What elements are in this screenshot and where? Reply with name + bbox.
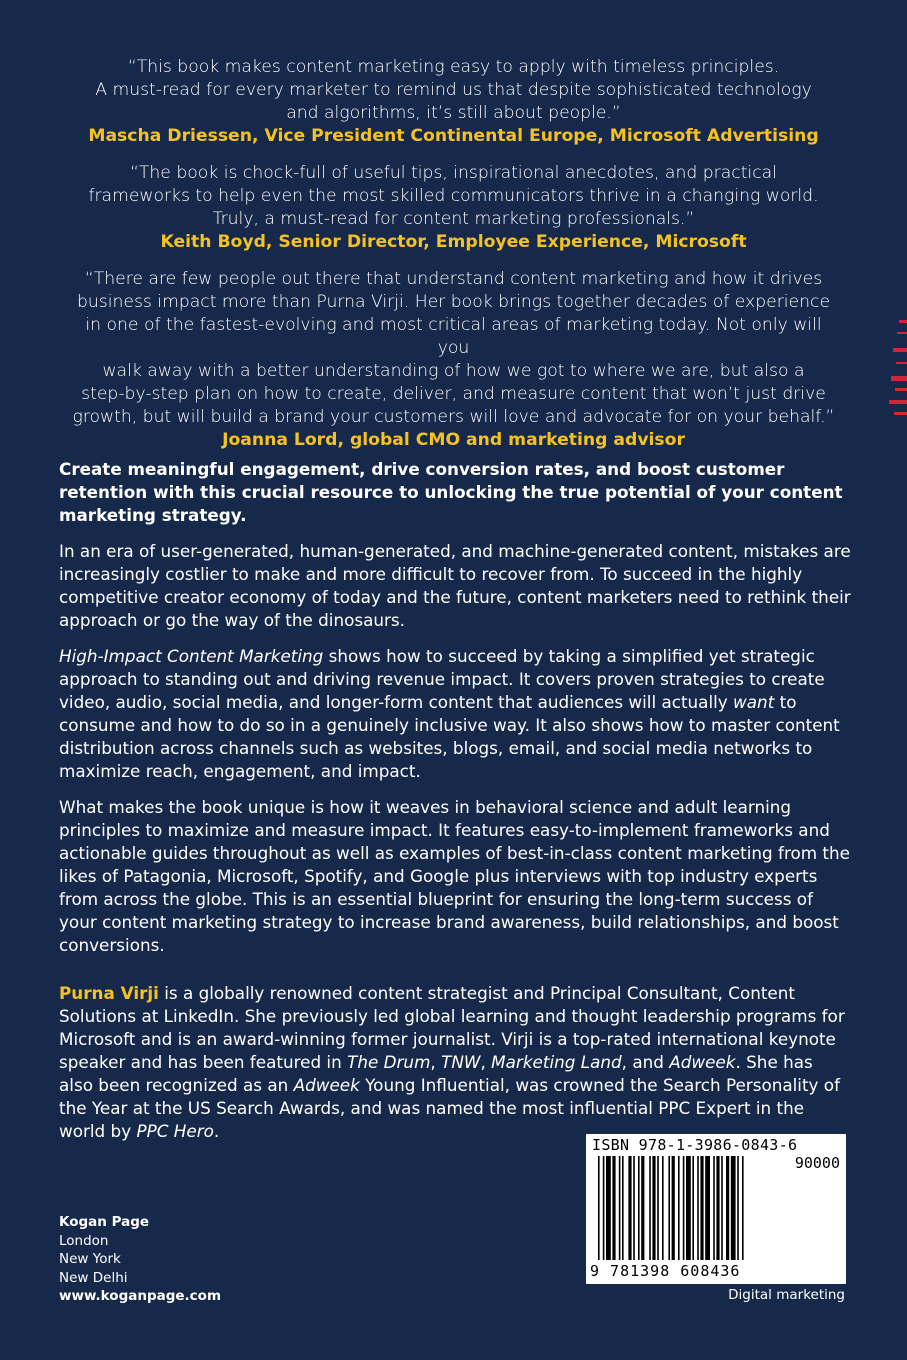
barcode-bar [633, 1156, 635, 1260]
bio-text: is a globally renowned content strategist and Principal Consultant, Content Solutions at LinkedIn. She previously led global learning and thought leadership programs for Microsoft and is an award-winning former journalist. Virji is a top-rated international keynote speaker and has been featured in [59, 983, 845, 1072]
barcode-bar [622, 1156, 624, 1260]
quote-line: “The book is chock-full of useful tips, inspirational anecdotes, and practical [130, 163, 777, 183]
publisher-city: New Delhi [59, 1269, 128, 1286]
barcode-bar [612, 1156, 615, 1260]
barcode-bar [652, 1156, 655, 1260]
description-paragraph-3: What makes the book unique is how it weaves in behavioral science and adult learning principles to maximize and measure impact. It features easy-to-implement frameworks and actionable guides throughout as well as examples of best-in-class content marketing from the likes of Patagonia, Microsoft, Spotify, and Google plus interviews with top industry experts from across the globe. This is an essential blueprint for ensuring the long-term success of your content marketing strategy to increase brand awareness, build relationships, and boost conversions. [59, 797, 850, 955]
barcode-bar [683, 1156, 685, 1260]
barcode-bar [598, 1156, 600, 1260]
publisher-website: www.koganpage.com [59, 1288, 222, 1304]
quote-line: step-by-step plan on how to create, deliver, and measure content that won’t just drive [81, 384, 826, 404]
ean-digits: 9 781398 608436 [590, 1262, 741, 1280]
description-paragraph-1: In an era of user-generated, human-generated, and machine-generated content, mistakes are increasingly costlier to make and more difficult to recover from. To succeed in the highly competitive creator economy of today and the future, content marketers need to rethink their approach or go the way of the dinosaurs. [59, 541, 851, 630]
barcode-bar [686, 1156, 691, 1260]
bio-text: , [480, 1052, 492, 1072]
barcode-bar [713, 1156, 715, 1260]
bio-text: , and [621, 1052, 670, 1072]
endorsement-2 [70, 162, 837, 254]
barcode-bar [628, 1156, 631, 1260]
quote-attribution: Joanna Lord, global CMO and marketing advisor [222, 430, 685, 450]
bio-text: Young Influential, was crowned the Search Personality of the Year at the US Search Awards, and was named the most influential PPC Expert in the world by [59, 1075, 840, 1141]
barcode-bar [726, 1156, 729, 1260]
barcode-bar [731, 1156, 736, 1260]
publication-name: PPC Hero [136, 1121, 214, 1141]
quote-line: in one of the fastest-evolving and most critical areas of marketing today. Not only will you [85, 315, 822, 358]
barcode-bar [606, 1156, 611, 1260]
barcode-bars [598, 1156, 834, 1260]
barcode-bar [638, 1156, 640, 1260]
barcode-bar [705, 1156, 710, 1260]
book-title: High-Impact Content Marketing [59, 646, 324, 666]
quote-line: growth, but will build a brand your customers will love and advocate for on your behalf.” [72, 407, 835, 427]
quote-line: Truly, a must-read for content marketing professionals.” [212, 209, 695, 229]
lead-paragraph: Create meaningful engagement, drive conversion rates, and boost customer retention with this crucial resource to unlocking the true potential of your content marketing strategy. [59, 459, 843, 525]
publication-name: The Drum [347, 1052, 431, 1072]
book-description [59, 458, 851, 970]
barcode-bar [672, 1156, 675, 1260]
publisher-city: London [59, 1232, 109, 1249]
paragraph-text: to consume and how to do so in a genuinely inclusive way. It also shows how to master content distribution across channels such as websites, blogs, email, and social media networks to maximize reach, engagement, and impact. [59, 692, 840, 781]
barcode-bar [737, 1156, 739, 1260]
quote-line: A must-read for every marketer to remind us that despite sophisticated technology [95, 80, 812, 100]
quote-line: “There are few people out there that understand content marketing and how it drives [84, 269, 823, 289]
barcode-bar [697, 1156, 699, 1260]
barcode-bar [662, 1156, 664, 1260]
description-paragraph-2 [59, 645, 851, 783]
endorsement-3 [70, 268, 837, 452]
quote-line: and algorithms, it’s still about people.” [286, 103, 621, 123]
quote-line: frameworks to help even the most skilled communicators thrive in a changing world. [88, 186, 819, 206]
barcode-bar [641, 1156, 644, 1260]
barcode-bar [678, 1156, 680, 1260]
barcode-bar [619, 1156, 621, 1260]
quote-line: “This book makes content marketing easy to apply with timeless principles. [127, 57, 780, 77]
publication-name: Adweek [669, 1052, 736, 1072]
bio-text: . She has also been recognized as an [59, 1052, 813, 1095]
price-code: 90000 [794, 1154, 840, 1172]
quote-attribution: Keith Boyd, Senior Director, Employee Experience, Microsoft [160, 232, 747, 252]
barcode-bar [700, 1156, 703, 1260]
endorsements [70, 56, 837, 466]
barcode-bar [657, 1156, 659, 1260]
bio-text: , [430, 1052, 442, 1072]
isbn-text: ISBN 978-1-3986-0843-6 [592, 1136, 798, 1154]
barcode-bar [716, 1156, 719, 1260]
author-bio [59, 982, 851, 1143]
barcode-bar [668, 1156, 670, 1260]
publisher-city: New York [59, 1251, 121, 1267]
barcode-bar [721, 1156, 723, 1260]
quote-line: walk away with a better understanding of how we got to where we are, but also a [102, 361, 805, 381]
barcode-bar [603, 1156, 605, 1260]
quote-line: business impact more than Purna Virji. Her book brings together decades of experience [76, 292, 831, 312]
publication-name: Marketing Land [491, 1052, 622, 1072]
barcode-bar [649, 1156, 651, 1260]
isbn-barcode [586, 1134, 846, 1284]
publication-name: Adweek [293, 1075, 360, 1095]
red-brush-marks [887, 318, 907, 428]
publisher-name: Kogan Page [59, 1214, 150, 1230]
endorsement-1 [70, 56, 837, 148]
quote-attribution: Mascha Driessen, Vice President Continental Europe, Microsoft Advertising [88, 126, 819, 146]
barcode-bar [742, 1156, 744, 1260]
author-name: Purna Virji [59, 983, 159, 1003]
bio-text: . [213, 1121, 220, 1141]
category-label: Digital marketing [728, 1287, 845, 1303]
publication-name: TNW [441, 1052, 481, 1072]
paragraph-text: shows how to succeed by taking a simplified yet strategic approach to standing out and driving revenue impact. It covers proven strategies to create video, audio, social media, and longer-form content that audiences will actually [59, 646, 825, 712]
emphasis-text: want [733, 692, 775, 712]
publisher-block [59, 1213, 221, 1306]
barcode-bar [692, 1156, 694, 1260]
